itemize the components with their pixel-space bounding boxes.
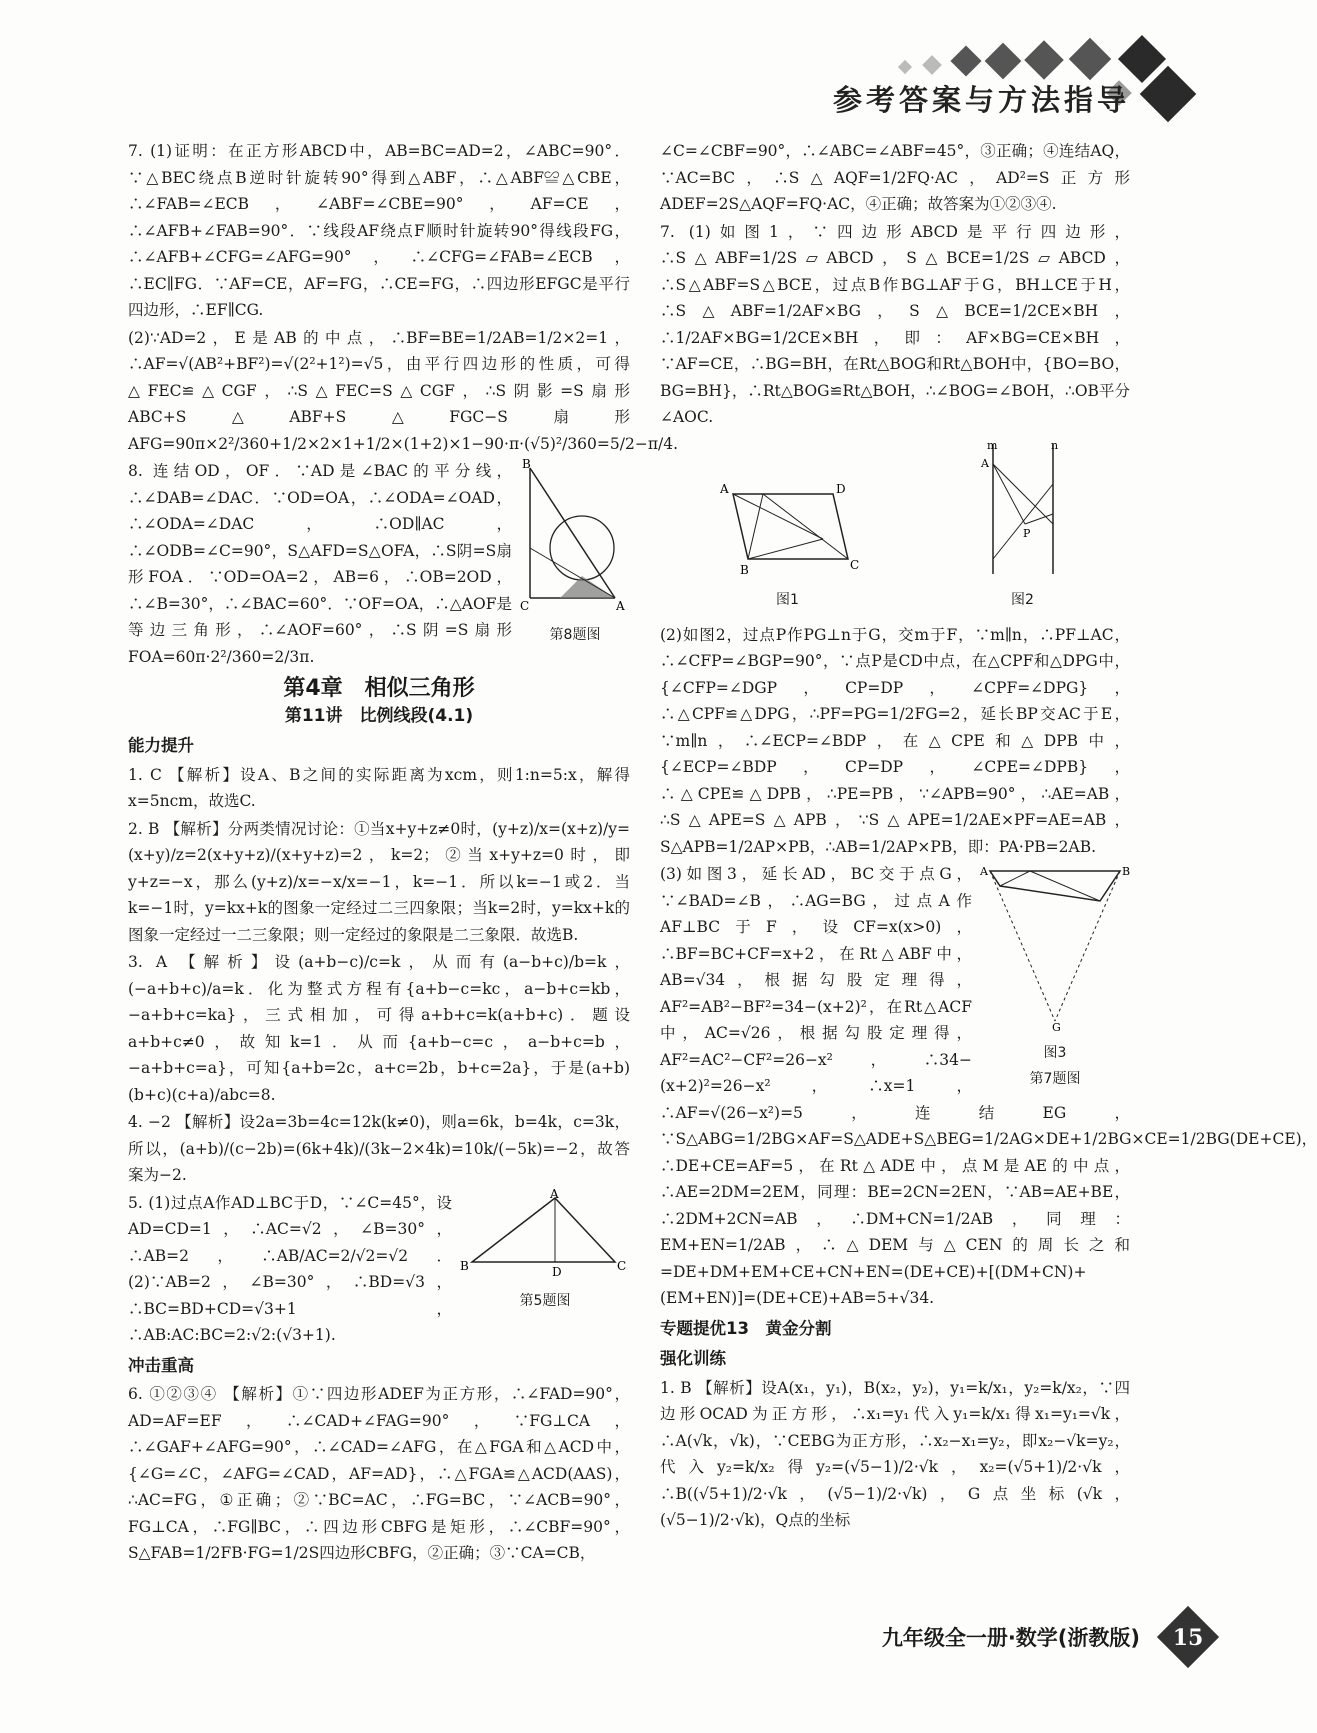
- header-title: 参考答案与方法指导: [832, 83, 1130, 117]
- svg-text:D: D: [552, 1264, 562, 1279]
- ans-4: 4. −2 【解析】设2a=3b=4c=12k(k≠0)，则a=6k，b=4k，c=3k，所以，(a+b)/(c−2b)=(6k+4k)/(3k−2×4k)=10k/(−5k)=−2，故答案为−2.: [128, 1113, 630, 1184]
- ans-2: 2. B 【解析】分两类情况讨论：①当x+y+z≠0时，(y+z)/x=(x+z)/y=(x+y)/z=2(x+y+z)/(x+y+z)=2，k=2；②当x+y+z=0时，即y+z=−x，那么(y+z)/x=−x/x=−1，k=−1．所以k=−1或2．当k=−1时，y=kx+k的图象一定经过二三四象限；当k=2时，y=kx+k的图象一定经过一二三象限；则一定经过的象限是二三象限．故选B.: [128, 819, 630, 944]
- fig5-diagram: [460, 1186, 630, 1280]
- svg-text:A: A: [719, 481, 729, 496]
- special-ans-1: 1. B 【解析】设A(x₁，y₁)，B(x₂，y₂)，y₁=k/x₁，y₂=k/x₂，∵四边形OCAD为正方形，∴x₁=y₁代入y₁=k/x₁得x₁=y₁=√k，∴A(√k，√k)，∵CEBG为正方形，∴x₂−x₁=y₂，即x₂−√k=y₂，代入y₂=k/x₂得y₂=(√5−1)/2·√k，x₂=(√5+1)/2·√k，∴B((√5+1)/2·√k，(√5−1)/2·√k)，G点坐标(√k，(√5−1)/2·√k)，Q点的坐标: [660, 1378, 1130, 1529]
- ans-3: 3. A 【解析】设(a+b−c)/c=k，从而有(a−b+c)/b=k，(−a+b+c)/a=k．化为整式方程有{a+b−c=kc，a−b+c=kb，−a+b+c=ka}，三式相加，可得a+b+c=k(a+b+c)．题设a+b+c≠0，故知k=1．从而{a+b−c=c，a−b+c=b，−a+b+c=a}，可知{a+b=2c，a+c=2b，b+c=2a}，于是(a+b)(b+c)(c+a)/abc=8.: [128, 953, 630, 1104]
- page-number: 15: [1172, 1625, 1204, 1651]
- svg-text:C: C: [520, 599, 530, 613]
- fig2: [973, 439, 1073, 614]
- svg-text:C: C: [617, 1258, 627, 1273]
- ans-6: 6. ①②③④ 【解析】①∵四边形ADEF为正方形，∴∠FAD=90°，AD=AF=EF，∴∠CAD+∠FAG=90°，∵FG⊥CA，∴∠GAF+∠AFG=90°，∴∠CAD=∠AFG，在△FGA和△ACD中，{∠G=∠C，∠AFG=∠CAD，AF=AD}，∴△FGA≌△ACD(AAS)，∴AC=FG，①正确；②∵BC=AC，∴FG=BC，∵∠ACB=90°，FG⊥CA，∴FG∥BC，∴四边形CBFG是矩形，∴∠CBF=90°，S△FAB=1/2FB·FG=1/2S四边形CBFG，②正确；③∵CA=CB，: [128, 1385, 630, 1562]
- q8: 8. 连结OD，OF．∵AD是∠BAC的平分线，∴∠DAB=∠DAC．∵OD=OA，∴∠ODA=∠OAD，∴∠ODA=∠DAC，∴OD∥AC，∴∠ODB=∠C=90°，S△AFD=S△OFA，∴S阴=S扇形FOA．∵OD=OA=2，AB=6，∴OB=2OD，∴∠B=30°，∴∠BAC=60°．∵OF=OA，∴△AOF是等边三角形，∴∠AOF=60°，∴S阴=S扇形FOA=60π·2²/360=2/3π.: [128, 462, 512, 666]
- fig3: [980, 861, 1130, 1093]
- svg-text:P: P: [1022, 526, 1030, 540]
- fig2-caption: 图2: [1011, 592, 1034, 608]
- footer-book-title: 九年级全一册·数学(浙教版): [881, 1626, 1140, 1650]
- ans-5: 5. (1)过点A作AD⊥BC于D，∵∠C=45°，设AD=CD=1，∴AC=√2，∠B=30°，∴AB=2，∴AB/AC=2/√2=√2．(2)∵AB=2，∠B=30°，∴BD=√3，∴BC=BD+CD=√3+1，∴AB:AC:BC=2:√2:(√3+1).: [128, 1193, 452, 1344]
- svg-text:A: A: [980, 456, 989, 470]
- q7-part2: (2)∵AD=2，E是AB的中点，∴BF=BE=1/2AB=1/2×2=1，∴AF=√(AB²+BF²)=√(2²+1²)=√5，由平行四边形的性质，可得△FEC≌△CGF，∴S△FEC=S△CGF，∴S阴影=S扇形ABC+S△ABF+S△FGC−S扇形AFG=90π×2²/360+1/2×2×1+1/2×(1+2)×1−90·π·(√5)²/360=5/2−π/4.: [128, 328, 679, 453]
- svg-text:A: A: [980, 865, 988, 878]
- fig5: [460, 1186, 630, 1315]
- svg-text:B: B: [739, 562, 749, 577]
- fig7-caption: 第7题图: [1029, 1071, 1081, 1087]
- section-ability: 能力提升: [128, 736, 194, 755]
- right-column: [660, 138, 1317, 1535]
- ans-7-part3: (3)如图3，延长AD，BC交于点G，∵∠BAD=∠B，∴AG=BG，过点A作AF⊥BC于F，设CF=x(x>0)，∴BF=BC+CF=x+2，在Rt△ABF中，AB=√34，根据勾股定理得，AF²=AB²−BF²=34−(x+2)²，在Rt△ACF中，AC=√26，根据勾股定理得，AF²=AC²−CF²=26−x²，∴34−(x+2)²=26−x²，∴x=1，∴AF=√(26−x²)=5，连结EG，∵S△ABG=1/2BG×AF=S△ADE+S△BEG=1/2AG×DE+1/2BG×CE=1/2BG(DE+CE)，∴DE+CE=AF=5，在Rt△ADE中，点M是AE的中点，∴AE=2DM=2EM，同理：BE=2CN=2EN，∵AB=AE+BE，∴2DM+2CN=AB，∴DM+CN=1/2AB，同理：EM+EN=1/2AB，∴△DEM与△CEN的周长之和=DE+DM+EM+CE+CN+EN=(DE+CE)+[(DM+CN)+(EM+EN)]=(DE+CE)+AB=5+√34.: [660, 865, 1317, 1307]
- svg-text:A: A: [616, 599, 625, 613]
- fig1-diagram: [718, 479, 858, 579]
- special-topic-title: 专题提优13 黄金分割: [660, 1318, 832, 1338]
- ans-1: 1. C 【解析】设A、B之间的实际距离为xcm，则1:n=5:x，解得x=5ncm，故选C.: [128, 765, 630, 810]
- fig8-caption: 第8题图: [549, 626, 601, 643]
- fig8: [520, 458, 630, 648]
- svg-text:D: D: [835, 481, 846, 496]
- page-diamond-icon: [1156, 1605, 1220, 1669]
- svg-text:C: C: [849, 557, 859, 572]
- q7-part1: 7. (1)证明：在正方形ABCD中，AB=BC=AD=2，∠ABC=90°．∵△BEC绕点B逆时针旋转90°得到△ABF，∴△ABF≌△CBE，∴∠FAB=∠ECB，∠ABF=∠CBE=90°，AF=CE，∴∠AFB+∠FAB=90°．∵线段AF绕点F顺时针旋转90°得线段FG，∴∠AFB+∠CFG=∠AFG=90°，∴∠CFG=∠FAB=∠ECB，∴EC∥FG．∵AF=CE，AF=FG，∴CE=FG，∴四边形EFGC是平行四边形，∴EF∥CG.: [128, 142, 630, 319]
- fig8-diagram: [520, 458, 630, 613]
- svg-text:m: m: [986, 438, 997, 452]
- section-challenge: 冲击重高: [128, 1355, 194, 1375]
- fig1-caption: 图1: [776, 592, 799, 608]
- fig7-row: [660, 439, 1130, 614]
- ans-6-cont: ∠C=∠CBF=90°，∴∠ABC=∠ABF=45°，③正确；④连结AQ，∵AC=BC，∴S△AQF=1/2FQ·AC，AD²=S正方形ADEF=2S△AQF=FQ·AC，④正确；故答案为①②③④.: [660, 142, 1130, 213]
- svg-text:B: B: [460, 1258, 469, 1273]
- fig3-diagram: [980, 861, 1131, 1034]
- ans-7-part2: (2)如图2，过点P作PG⊥n于G，交m于F，∵m∥n，∴PF⊥AC，∴∠CFP=∠BGP=90°，∵点P是CD中点，在△CPF和△DPG中，{∠CFP=∠DGP，CP=DP，∠CPF=∠DPG}，∴△CPF≌△DPG，∴PF=PG=1/2FG=2，延长BP交AC于E，∵m∥n，∴∠ECP=∠BDP，在△CPE和△DPB中，{∠ECP=∠BDP，CP=DP，∠CPE=∠DPB}，∴△CPE≌△DPB，∴PE=PB，∵∠APB=90°，∴AE=AB，∴S△APE=S△APB，∵S△APE=1/2AE×PF=AE=AB，S△APB=1/2AP×PB，∴AB=1/2AP×PB，即：PA·PB=2AB.: [660, 625, 1130, 856]
- fig2-diagram: [973, 439, 1073, 579]
- chapter-title: 第4章 相似三角形: [283, 676, 475, 701]
- left-column: [128, 138, 679, 1568]
- svg-text:B: B: [1122, 865, 1131, 878]
- section-training: 强化训练: [660, 1349, 726, 1368]
- lecture-title: 第11讲 比例线段(4.1): [284, 705, 474, 726]
- svg-text:A: A: [550, 1186, 559, 1201]
- fig5-caption: 第5题图: [519, 1293, 571, 1309]
- svg-text:n: n: [1050, 438, 1058, 452]
- fig3-caption: 图3: [1043, 1044, 1067, 1061]
- ans-7-part1: 7. (1)如图1，∵四边形ABCD是平行四边形，∴S△ABF=1/2S▱ABCD，S△BCE=1/2S▱ABCD，∴S△ABF=S△BCE，过点B作BG⊥AF于G，BH⊥CE于H，∴S△ABF=1/2AF×BG，S△BCE=1/2CE×BH，∴1/2AF×BG=1/2CE×BH，即：AF×BG=CE×BH，∵AF=CE，∴BG=BH，在Rt△BOG和Rt△BOH中，{BO=BO，BG=BH}，∴Rt△BOG≌Rt△BOH，∴∠BOG=∠BOH，∴OB平分∠AOC.: [660, 222, 1130, 426]
- svg-text:B: B: [522, 457, 531, 471]
- fig1: [718, 479, 858, 614]
- svg-text:G: G: [1052, 1021, 1061, 1034]
- page-number-badge: [1156, 1605, 1220, 1669]
